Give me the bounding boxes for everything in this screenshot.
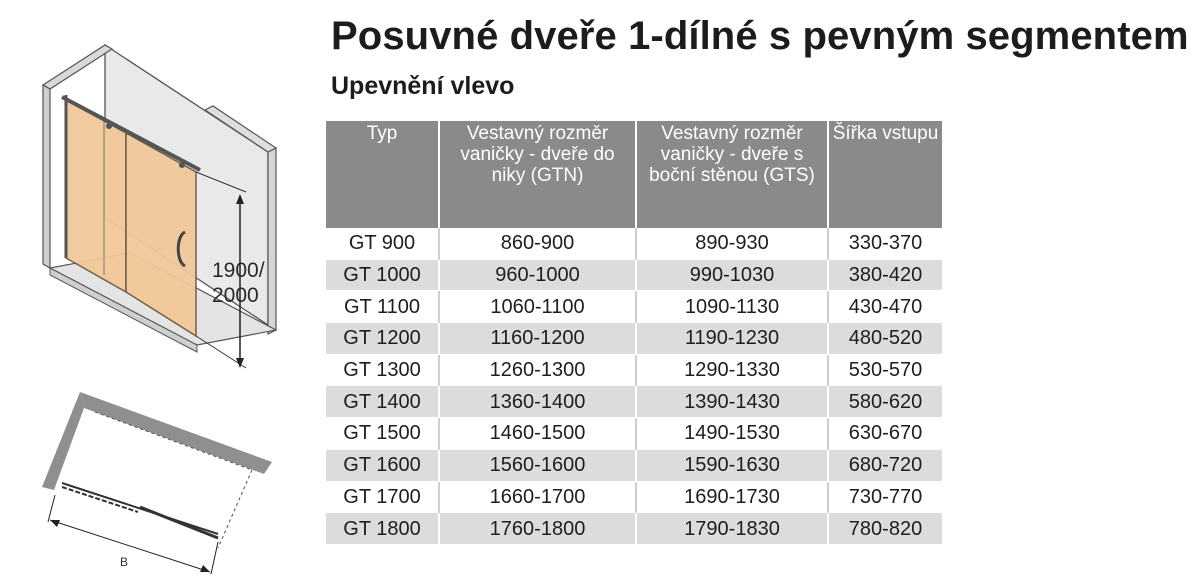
table-body <box>326 228 942 544</box>
table-row <box>326 228 942 259</box>
cell-entry-width: 580-620 <box>828 386 942 418</box>
cell-gts: 1590-1630 <box>636 449 828 481</box>
cell-type: GT 1300 <box>326 354 439 386</box>
cell-gts: 1390-1430 <box>636 386 828 418</box>
cell-gts: 1790-1830 <box>636 513 828 545</box>
cell-gtn: 1360-1400 <box>439 386 636 418</box>
cell-entry-width: 380-420 <box>828 259 942 291</box>
height-label-bottom: 2000 <box>212 284 259 307</box>
cell-type: GT 1700 <box>326 481 439 513</box>
cell-gtn: 1460-1500 <box>439 418 636 450</box>
cell-entry-width: 480-520 <box>828 323 942 355</box>
cell-gts: 990-1030 <box>636 259 828 291</box>
dimensions-table <box>326 121 942 545</box>
cell-entry-width: 430-470 <box>828 291 942 323</box>
cell-entry-width: 730-770 <box>828 481 942 513</box>
cell-type: GT 1500 <box>326 418 439 450</box>
cell-entry-width: 780-820 <box>828 513 942 545</box>
cell-gts: 1290-1330 <box>636 354 828 386</box>
cell-gtn: 1060-1100 <box>439 291 636 323</box>
cell-type: GT 1200 <box>326 323 439 355</box>
isometric-view <box>43 45 276 368</box>
table-row <box>326 513 942 545</box>
cell-gtn: 960-1000 <box>439 259 636 291</box>
table-row <box>326 354 942 386</box>
width-label: B <box>120 555 129 569</box>
table-row <box>326 418 942 450</box>
table-row <box>326 386 942 418</box>
table-row <box>326 259 942 291</box>
cell-entry-width: 630-670 <box>828 418 942 450</box>
cell-entry-width: 680-720 <box>828 449 942 481</box>
cell-gts: 1690-1730 <box>636 481 828 513</box>
cell-type: GT 1100 <box>326 291 439 323</box>
fixed-glass-panel <box>66 100 126 292</box>
cell-entry-width: 530-570 <box>828 354 942 386</box>
header-gtn: Vestavný rozměr vaničky - dveře do niky (GTN) <box>439 121 636 228</box>
cell-gtn: 860-900 <box>439 228 636 259</box>
cell-gts: 1090-1130 <box>636 291 828 323</box>
cell-gts: 1190-1230 <box>636 323 828 355</box>
cell-gtn: 1260-1300 <box>439 354 636 386</box>
page-subtitle: Upevnění vlevo <box>331 72 515 100</box>
header-gts: Vestavný rozměr vaničky - dveře s boční stěnou (GTS) <box>636 121 828 228</box>
table-row <box>326 323 942 355</box>
cell-type: GT 1000 <box>326 259 439 291</box>
cell-gtn: 1760-1800 <box>439 513 636 545</box>
floor-plan <box>42 392 272 574</box>
cell-type: GT 1400 <box>326 386 439 418</box>
door-diagram <box>0 0 310 586</box>
cell-gtn: 1660-1700 <box>439 481 636 513</box>
table-header-row <box>326 121 942 228</box>
page-title: Posuvné dveře 1-dílné s pevným segmentem <box>331 14 1189 58</box>
cell-gtn: 1160-1200 <box>439 323 636 355</box>
cell-gts: 890-930 <box>636 228 828 259</box>
cell-gts: 1490-1530 <box>636 418 828 450</box>
cell-type: GT 1600 <box>326 449 439 481</box>
cell-entry-width: 330-370 <box>828 228 942 259</box>
table-row <box>326 449 942 481</box>
table-row <box>326 481 942 513</box>
table-row <box>326 291 942 323</box>
height-label-top: 1900/ <box>212 259 265 282</box>
header-entry-width: Šířka vstupu <box>828 121 942 228</box>
header-type: Typ <box>326 121 439 228</box>
cell-type: GT 1800 <box>326 513 439 545</box>
cell-type: GT 900 <box>326 228 439 259</box>
cell-gtn: 1560-1600 <box>439 449 636 481</box>
